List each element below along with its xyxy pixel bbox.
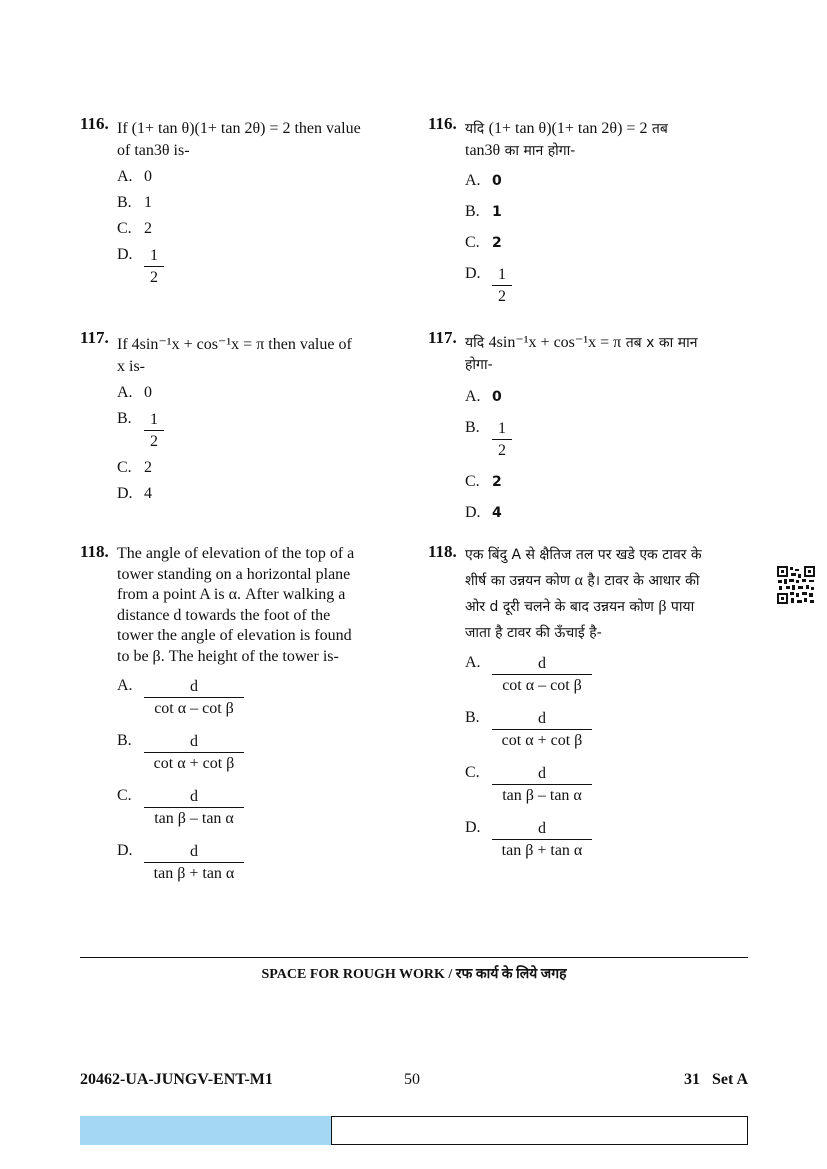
question-number: 116. (428, 114, 457, 133)
math-expression: (1+ tan θ)(1+ tan 2θ) = 2 (131, 120, 291, 137)
option-c[interactable]: C. $\frac{d}{\text{tan β – tan α}}$ (117, 785, 410, 830)
option-d[interactable]: D. $\frac{d}{\text{tan β + tan α}}$ (117, 840, 410, 885)
option-b[interactable]: B. $\frac{d}{\text{cot α + cot β}}$ (117, 730, 410, 775)
option-b[interactable]: B. 1 (117, 194, 152, 211)
option-a[interactable]: A. 0 (117, 168, 152, 185)
fraction: $\frac{1}{2}$ (492, 419, 512, 462)
footer-empty-box (331, 1116, 748, 1145)
question-118-en (80, 542, 410, 889)
question-117-hi (428, 328, 758, 528)
math-expression: tan3θ (465, 142, 501, 159)
math-expression: 4sin⁻¹x + cos⁻¹x = π (131, 336, 265, 353)
options-list (117, 382, 410, 505)
question-text: The angle of elevation of the top of a tower standing on a horizontal plane from a point A is α. After walking a distance d towards the foot of the tower the angle of elevation is found to be β. The height of the tower is- (117, 545, 355, 665)
question-number: 116. (80, 114, 109, 133)
fraction: $\frac{d}{\text{cot α + cot β}}$ (144, 732, 244, 775)
alpha-symbol: α (228, 586, 237, 603)
options-list (465, 386, 758, 524)
option-c[interactable]: C. 2 (465, 473, 502, 490)
question-text: If 4sin⁻¹x + cos⁻¹x = π then value of x is- (117, 336, 352, 375)
options-list (465, 170, 758, 308)
options-list (465, 652, 758, 862)
fraction: $\frac{d}{\text{cot α – cot β}}$ (492, 654, 592, 697)
fraction: $\frac{1}{2}$ (144, 410, 164, 453)
alpha-symbol: α (574, 572, 583, 589)
option-b[interactable]: B. 1 (465, 203, 502, 220)
page-number: 50 (404, 1071, 420, 1088)
option-d[interactable]: D. $\frac{d}{\text{tan β + tan α}}$ (465, 817, 758, 862)
qr-code-icon (776, 565, 816, 605)
fraction: $\frac{d}{\text{tan β – tan α}}$ (144, 787, 244, 830)
beta-symbol: β (152, 647, 161, 665)
option-b[interactable]: B. $\frac{d}{\text{cot α + cot β}}$ (465, 707, 758, 752)
fraction: $\frac{d}{\text{tan β – tan α}}$ (492, 764, 592, 807)
option-a[interactable]: A. 0 (465, 388, 502, 405)
divider-line (80, 957, 748, 958)
option-c[interactable]: C. 2 (465, 234, 502, 251)
option-d[interactable]: D. 4 (465, 504, 502, 521)
question-text: यदि (1+ tan θ)(1+ tan 2θ) = 2 तब tan3θ का मान होगा- (465, 120, 668, 159)
question-number: 117. (428, 328, 457, 347)
question-number: 117. (80, 328, 109, 347)
option-c[interactable]: C. $\frac{d}{\text{tan β – tan α}}$ (465, 762, 758, 807)
fraction: $\frac{d}{\text{tan β + tan α}}$ (492, 819, 592, 862)
question-text: एक बिंदु A से क्षैतिज तल पर खडे एक टावर के शीर्ष का उन्नयन कोण α है। टावर के आधार की ओर d दूरी चलने के बाद उन्नयन कोण β पाया जाता है टावर की ऊँचाई है- (465, 547, 702, 641)
fraction: $\frac{d}{\text{tan β + tan α}}$ (144, 842, 244, 885)
question-117-en (80, 328, 410, 509)
option-c[interactable]: C. 2 (117, 459, 152, 476)
footer-color-band (80, 1116, 331, 1145)
fraction: $\frac{1}{2}$ (144, 246, 164, 289)
question-text: If (1+ tan θ)(1+ tan 2θ) = 2 then value of tan3θ is- (117, 120, 361, 159)
option-d[interactable]: D. $\frac{1}{2}$ (117, 244, 410, 289)
paper-code: 20462-UA-JUNGV-ENT-M1 (80, 1071, 273, 1088)
option-a[interactable]: A. 0 (117, 384, 152, 401)
question-number: 118. (428, 542, 457, 561)
option-a[interactable]: A. $\frac{d}{\text{cot α – cot β}}$ (465, 652, 758, 697)
fraction: $\frac{d}{\text{cot α + cot β}}$ (492, 709, 592, 752)
options-list (117, 675, 410, 885)
question-116-hi (428, 114, 758, 312)
fraction: $\frac{d}{\text{cot α – cot β}}$ (144, 677, 244, 720)
option-b[interactable]: B. $\frac{1}{2}$ (465, 417, 758, 462)
option-d[interactable]: D. 4 (117, 485, 152, 502)
math-expression: (1+ tan θ)(1+ tan 2θ) = 2 (488, 120, 648, 137)
beta-symbol: β (658, 598, 667, 615)
question-text: यदि 4sin⁻¹x + cos⁻¹x = π तब x का मान होगा- (465, 334, 698, 373)
math-expression: 4sin⁻¹x + cos⁻¹x = π (488, 334, 622, 351)
set-label: 31 Set A (684, 1071, 748, 1088)
option-b[interactable]: B. $\frac{1}{2}$ (117, 408, 410, 453)
rough-work-label: SPACE FOR ROUGH WORK / रफ कार्य के लिये जगह (261, 967, 567, 982)
option-a[interactable]: A. 0 (465, 172, 502, 189)
option-a[interactable]: A. $\frac{d}{\text{cot α – cot β}}$ (117, 675, 410, 720)
question-number: 118. (80, 542, 109, 561)
option-d[interactable]: D. $\frac{1}{2}$ (465, 263, 758, 308)
question-118-hi (428, 542, 758, 866)
fraction: $\frac{1}{2}$ (492, 265, 512, 308)
question-116-en (80, 114, 410, 293)
option-c[interactable]: C. 2 (117, 220, 152, 237)
options-list (117, 166, 410, 289)
math-expression: tan3θ (134, 142, 170, 159)
